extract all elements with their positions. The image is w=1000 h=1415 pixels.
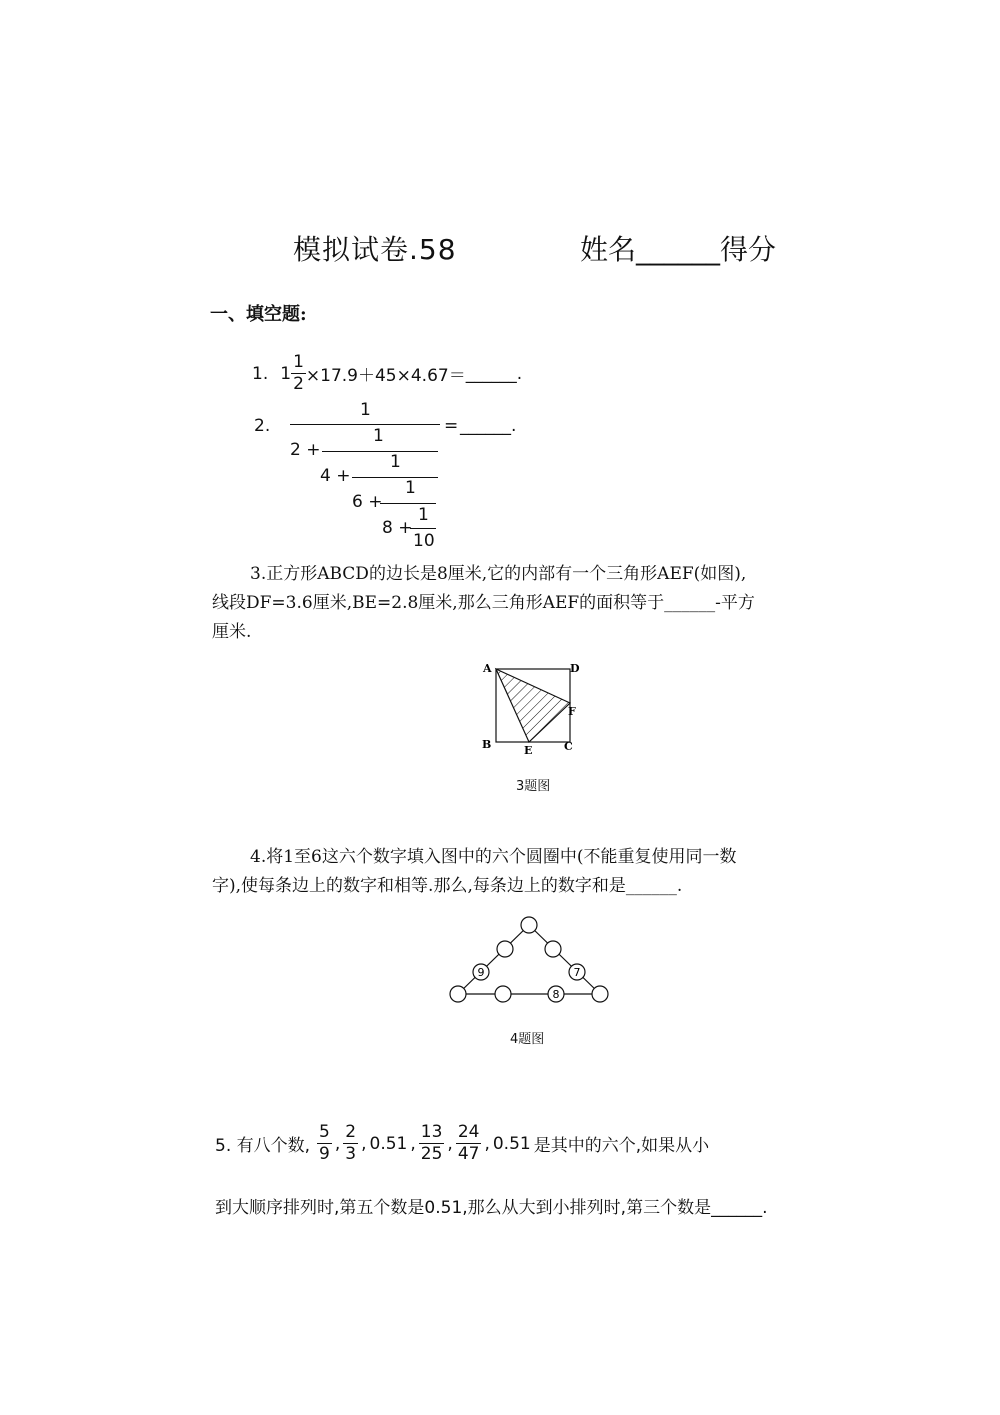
name-blank[interactable]: ______ [636,233,721,266]
q5-prefix: 5. 有八个数, [215,1136,311,1156]
q5-line-2-b: ,那么从大到小排列时,第三个数是 [462,1198,712,1218]
q4-line-1: 4.将1至6这六个数字填入图中的六个圆圈中(不能重复使用同一数 [250,847,737,867]
q5-sep: , [334,1133,341,1154]
q5-fraction-4 [456,1124,482,1163]
circle-bottom-right[interactable] [592,986,608,1002]
q5-f2-den: 3 [345,1144,357,1164]
figure-4-caption: 4题图 [510,1032,545,1047]
q5-f3-num: 13 [420,1122,443,1142]
q5-answer-blank[interactable]: ______. [711,1198,768,1218]
q2-answer-blank[interactable]: ______. [460,416,517,436]
q2-l1-num: 1 [360,400,371,420]
q5-fraction-2 [343,1124,358,1163]
q5-line-2-a: 到大顺序排列时,第五个数是 [215,1198,425,1218]
q1-fraction [291,354,306,393]
label-d: D [570,662,580,675]
section-heading: 一、填空题: [210,304,307,325]
q1-whole: 1 [280,363,292,384]
circle-bottom-middle[interactable] [495,986,511,1002]
circle-right-number: 7 [573,966,581,979]
q3-line-2: 线段DF=3.6厘米,BE=2.8厘米,那么三角形AEF的面积等于______-平方 [212,593,755,613]
q2-equals: = [444,416,459,436]
q5-line-1 [215,1124,709,1163]
q3-line-1: 3.正方形ABCD的边长是8厘米,它的内部有一个三角形AEF(如图), [250,564,747,584]
q1-number: 1. [252,363,269,384]
circle-bottom-number: 8 [552,988,560,1001]
score-label: 得分 [720,233,777,266]
q5-sep: , [361,1133,367,1154]
q3-line-3: 厘米. [212,622,252,642]
name-label: 姓名 [580,233,637,266]
q5-decimal-1: 0.51 [369,1133,408,1154]
label-c: C [564,740,573,753]
q5-f4-num: 24 [457,1122,480,1142]
q1-frac-num: 1 [293,352,304,372]
q1-expression: ×17.9＋45×4.67＝ [305,366,466,386]
label-b: B [482,738,492,751]
q5-sep: , [410,1133,416,1154]
q5-fraction-1 [317,1124,332,1163]
triangle-aef [496,669,570,742]
q1-answer-blank[interactable]: ______. [465,363,523,384]
q2-l3-lead: 4 + [320,466,351,486]
q2-bar-3 [352,477,438,478]
q2-l5-lead: 8 + [382,518,413,538]
question-1 [252,354,522,393]
label-e: E [524,744,533,757]
q2-bar-2 [322,451,438,452]
q4-line-2: 字),使每条边上的数字和相等.那么,每条边上的数字和是______. [212,876,683,896]
q5-fraction-3 [419,1124,445,1163]
q2-l3-num: 1 [390,452,401,472]
label-a: A [483,662,492,675]
q5-f1-den: 9 [319,1144,330,1164]
q5-sep: , [447,1133,453,1154]
q5-f4-den: 47 [457,1144,480,1164]
q2-bar-5 [410,528,436,529]
figure-3-caption: 3题图 [516,779,551,794]
label-f: F [568,705,576,718]
q5-sep: , [484,1133,490,1154]
q5-f3-den: 25 [420,1144,443,1164]
q2-bar-1 [290,424,440,425]
square-figure [470,652,600,762]
name-score-line [580,228,776,268]
q5-line-1-tail: 是其中的六个,如果从小 [533,1136,710,1156]
triangle-circles-figure [440,910,620,1015]
q2-number: 2. [254,416,271,436]
circle-left-upper[interactable] [497,941,513,957]
q2-bar-4 [380,503,436,504]
q5-f2-num: 2 [345,1122,357,1142]
q2-l2-lead: 2 + [290,440,321,460]
q2-l4-num: 1 [405,478,416,498]
q5-decimal-2: 0.51 [492,1133,531,1154]
q2-l4-lead: 6 + [352,492,383,512]
q5-f1-num: 5 [319,1122,330,1142]
q5-decimal-3: 0.51 [424,1198,463,1218]
circle-right-upper[interactable] [545,941,561,957]
q5-line-2 [215,1193,767,1218]
circle-bottom-left[interactable] [450,986,466,1002]
q2-l5-num: 1 [418,505,429,525]
circle-left-number: 9 [477,966,485,979]
q2-l5-den: 10 [413,531,435,551]
circle-top[interactable] [521,917,537,933]
q2-l2-num: 1 [373,426,384,446]
page-title: 模拟试卷.58 [293,233,457,266]
q1-frac-den: 2 [293,374,304,394]
